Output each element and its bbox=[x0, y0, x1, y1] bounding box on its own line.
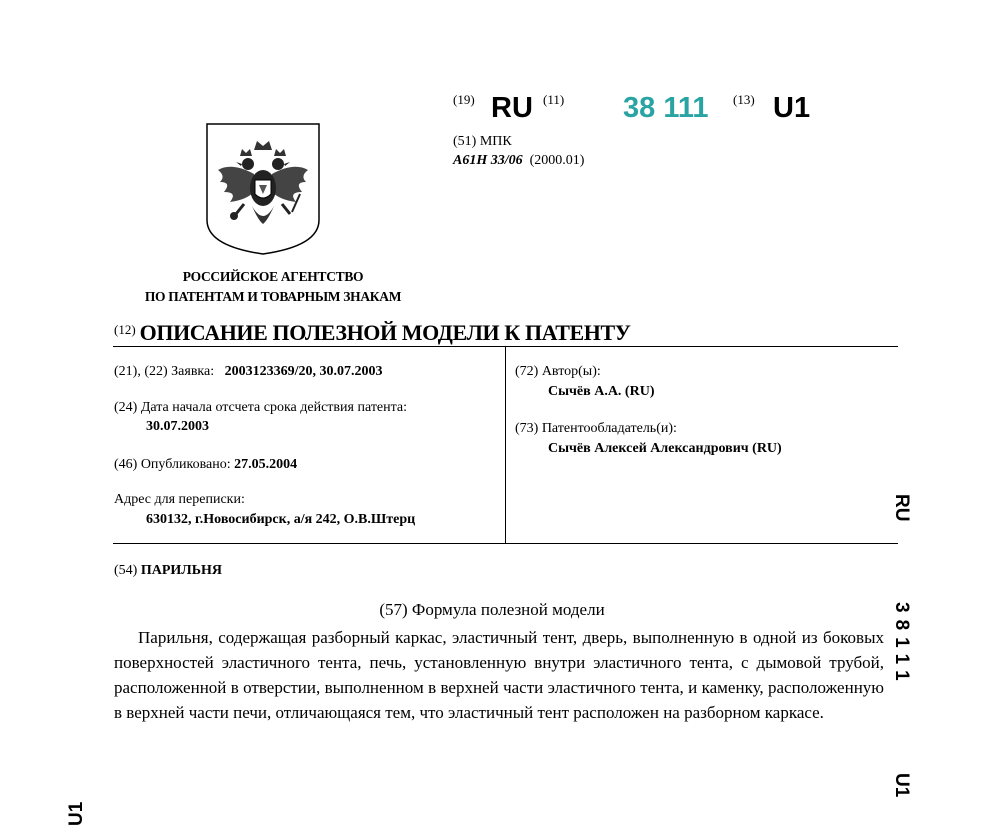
document-title: ОПИСАНИЕ ПОЛЕЗНОЙ МОДЕЛИ К ПАТЕНТУ bbox=[139, 320, 631, 345]
table-divider bbox=[505, 347, 506, 543]
address-value: 630132, г.Новосибирск, а/я 242, О.В.Штерц bbox=[146, 512, 416, 527]
inid-code-54: (54) bbox=[114, 563, 138, 578]
country-code: RU bbox=[491, 92, 533, 124]
inid-code-19: (19) bbox=[453, 92, 475, 107]
application-field bbox=[114, 363, 383, 381]
author-value: Сычёв А.А. (RU) bbox=[548, 384, 655, 399]
inid-code-12: (12) bbox=[114, 322, 136, 337]
application-value: 2003123369/20, 30.07.2003 bbox=[224, 364, 383, 379]
agency-line-1: РОССИЙСКОЕ АГЕНТСТВО bbox=[182, 269, 364, 284]
patent-number: 38 111 bbox=[623, 92, 709, 124]
table-bottom-rule bbox=[113, 543, 898, 544]
published-field bbox=[114, 456, 297, 474]
model-name-row bbox=[114, 562, 222, 580]
kind-code: U1 bbox=[773, 92, 811, 124]
claim-text: Парильня, содержащая разборный каркас, эластичный тент, дверь, выполненную в одной из боковых поверхностей эластичного тента, печь, установленную внутри эластичного тента, с дымовой трубой, расположенной в отверстии, выполненном в верхней части эластичного тента, и каменку, расположенную в верхней части печи, отличающаяся тем, что эластичный тент расположен на разборном каркасе. bbox=[114, 628, 884, 722]
ipc-version: (2000.01) bbox=[529, 153, 585, 168]
ipc-label: (51) МПК bbox=[453, 134, 512, 149]
agency-name bbox=[108, 267, 438, 307]
model-name: ПАРИЛЬНЯ bbox=[140, 563, 222, 578]
inid-code-13: (13) bbox=[733, 92, 755, 107]
side-kind-code-left: U1 bbox=[66, 801, 87, 826]
address-label: Адрес для переписки: bbox=[114, 492, 245, 507]
side-patent-number: 38111 bbox=[891, 602, 912, 688]
term-label: (24) Дата начала отсчета срока действия патента: bbox=[114, 400, 408, 415]
claim-heading: (57) Формула полезной модели bbox=[379, 600, 605, 619]
holder-label: (73) Патентообладатель(и): bbox=[515, 421, 677, 436]
document-title-row bbox=[114, 320, 631, 346]
side-country-code: RU bbox=[891, 494, 912, 522]
author-label: (72) Автор(ы): bbox=[515, 364, 601, 379]
published-label: (46) Опубликовано: bbox=[114, 457, 231, 472]
application-label: (21), (22) Заявка: bbox=[114, 364, 215, 379]
ipc-classification bbox=[453, 153, 584, 169]
holder-value: Сычёв Алексей Александрович (RU) bbox=[548, 441, 782, 456]
eagle-emblem-icon bbox=[204, 122, 322, 256]
term-value: 30.07.2003 bbox=[146, 419, 209, 434]
side-kind-code-right: U1 bbox=[891, 773, 912, 798]
ipc-code: A61H 33/06 bbox=[453, 153, 523, 168]
inid-code-11: (11) bbox=[543, 92, 565, 107]
published-value: 27.05.2004 bbox=[234, 457, 298, 472]
agency-line-2: ПО ПАТЕНТАМ И ТОВАРНЫМ ЗНАКАМ bbox=[144, 289, 402, 304]
